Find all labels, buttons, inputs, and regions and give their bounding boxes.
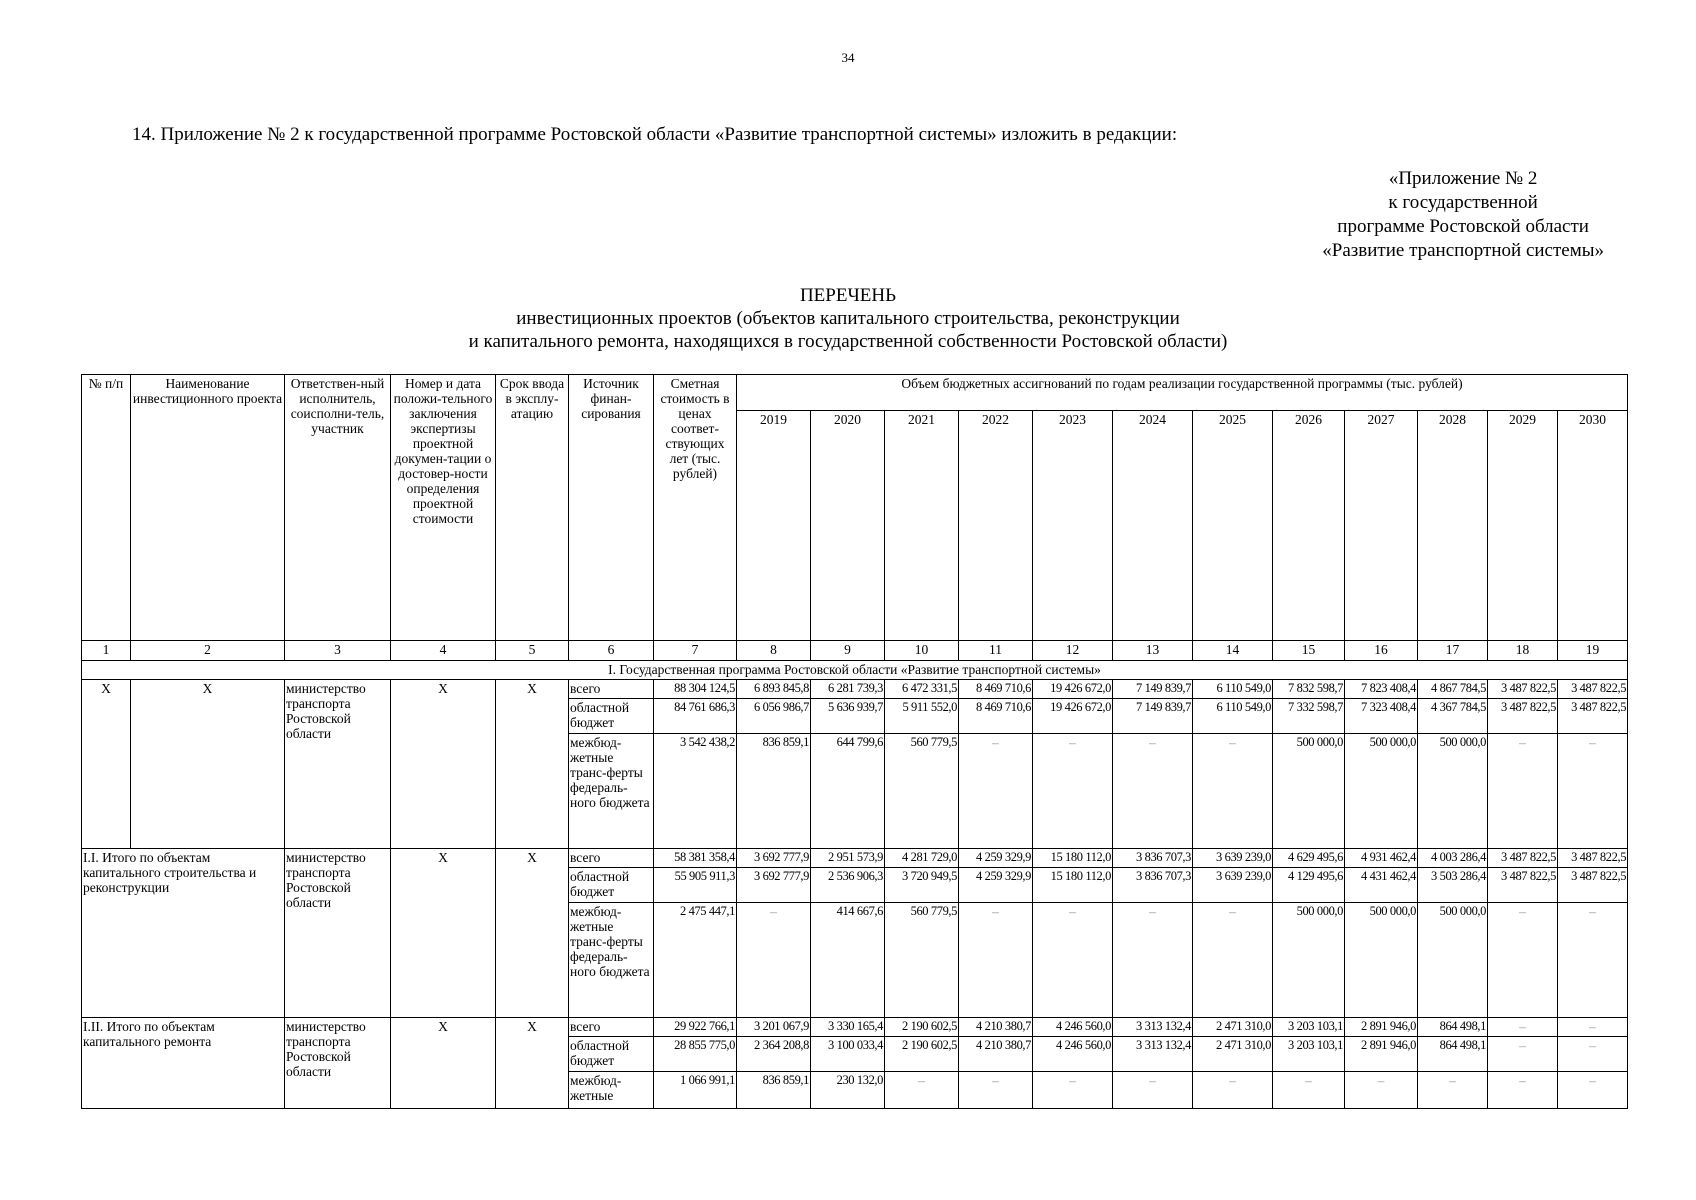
budget-value: – bbox=[1193, 903, 1273, 1018]
budget-value: 3 692 777,9 bbox=[737, 868, 811, 903]
budget-value: – bbox=[1193, 1072, 1273, 1109]
funding-source: всего bbox=[569, 849, 654, 868]
column-number: 2 bbox=[131, 641, 285, 661]
budget-value: 3 487 822,5 bbox=[1558, 868, 1628, 903]
document-title bbox=[0, 284, 1696, 353]
table-row bbox=[82, 849, 1628, 868]
year-header: 2028 bbox=[1418, 411, 1488, 641]
budget-value: 6 472 331,5 bbox=[885, 680, 959, 699]
budget-value: 15 180 112,0 bbox=[1033, 849, 1113, 868]
estimated-cost: 1 066 991,1 bbox=[654, 1072, 737, 1109]
column-number: 12 bbox=[1033, 641, 1113, 661]
budget-value: 2 190 602,5 bbox=[885, 1018, 959, 1037]
budget-value: – bbox=[959, 1072, 1033, 1109]
estimated-cost: 88 304 124,5 bbox=[654, 680, 737, 699]
year-header: 2022 bbox=[959, 411, 1033, 641]
column-number: 14 bbox=[1193, 641, 1273, 661]
budget-value: – bbox=[1488, 1018, 1558, 1037]
header-row bbox=[82, 375, 1628, 411]
budget-value: 500 000,0 bbox=[1345, 903, 1418, 1018]
budget-value: 2 364 208,8 bbox=[737, 1037, 811, 1072]
budget-value: 4 129 495,6 bbox=[1273, 868, 1345, 903]
year-header: 2026 bbox=[1273, 411, 1345, 641]
budget-value: 4 931 462,4 bbox=[1345, 849, 1418, 868]
budget-value: 3 503 286,4 bbox=[1418, 868, 1488, 903]
column-number: 18 bbox=[1488, 641, 1558, 661]
budget-value: 3 487 822,5 bbox=[1488, 699, 1558, 734]
budget-value: – bbox=[959, 903, 1033, 1018]
budget-value: 3 836 707,3 bbox=[1113, 868, 1193, 903]
budget-value: 864 498,1 bbox=[1418, 1018, 1488, 1037]
budget-value: 3 203 103,1 bbox=[1273, 1037, 1345, 1072]
budget-value: – bbox=[1558, 1072, 1628, 1109]
appendix-line: к государственной bbox=[1388, 192, 1538, 213]
budget-value: 6 110 549,0 bbox=[1193, 680, 1273, 699]
year-header: 2020 bbox=[811, 411, 885, 641]
year-header: 2025 bbox=[1193, 411, 1273, 641]
intro-text: 14. Приложение № 2 к государственной программе Ростовской области «Развитие транспортной системы» изложить в редакции: bbox=[132, 124, 1178, 145]
project-name: Х bbox=[131, 680, 285, 849]
column-number: 8 bbox=[737, 641, 811, 661]
funding-source: межбюд-жетные bbox=[569, 1072, 654, 1109]
column-number: 9 bbox=[811, 641, 885, 661]
budget-value: 644 799,6 bbox=[811, 734, 885, 849]
table-row bbox=[82, 680, 1628, 699]
budget-value: 4 210 380,7 bbox=[959, 1018, 1033, 1037]
budget-value: 8 469 710,6 bbox=[959, 699, 1033, 734]
budget-value: 19 426 672,0 bbox=[1033, 699, 1113, 734]
column-number: 15 bbox=[1273, 641, 1345, 661]
year-header: 2019 bbox=[737, 411, 811, 641]
budget-value: – bbox=[1488, 903, 1558, 1018]
budget-value: – bbox=[1488, 734, 1558, 849]
budget-value: 2 891 946,0 bbox=[1345, 1037, 1418, 1072]
title-line: инвестиционных проектов (объектов капитального строительства, реконструкции bbox=[516, 308, 1180, 329]
budget-value: – bbox=[1558, 734, 1628, 849]
funding-source: областной бюджет bbox=[569, 699, 654, 734]
budget-value: 7 823 408,4 bbox=[1345, 680, 1418, 699]
funding-source: областной бюджет bbox=[569, 868, 654, 903]
budget-value: 7 332 598,7 bbox=[1273, 699, 1345, 734]
column-number: 1 bbox=[82, 641, 131, 661]
budget-value: 4 003 286,4 bbox=[1418, 849, 1488, 868]
appendix-line: программе Ростовской области bbox=[1337, 216, 1589, 237]
budget-value: 500 000,0 bbox=[1418, 734, 1488, 849]
col-header-expertise: Номер и дата положи-тельного заключения экспертизы проектной докумен-тации о достовер-ности определения проектной стоимости bbox=[391, 375, 496, 641]
expertise: Х bbox=[391, 680, 496, 849]
budget-value: 2 471 310,0 bbox=[1193, 1018, 1273, 1037]
budget-value: 7 832 598,7 bbox=[1273, 680, 1345, 699]
budget-value: 3 487 822,5 bbox=[1488, 680, 1558, 699]
column-number: 4 bbox=[391, 641, 496, 661]
budget-value: 3 487 822,5 bbox=[1558, 680, 1628, 699]
funding-source: межбюд-жетные транс-ферты федераль-ного бюджета bbox=[569, 903, 654, 1018]
investment-projects-table bbox=[81, 374, 1628, 1109]
budget-value: 3 639 239,0 bbox=[1193, 849, 1273, 868]
budget-value: 3 100 033,4 bbox=[811, 1037, 885, 1072]
col-header-term: Срок ввода в эксплу-атацию bbox=[496, 375, 569, 641]
budget-value: 19 426 672,0 bbox=[1033, 680, 1113, 699]
estimated-cost: 55 905 911,3 bbox=[654, 868, 737, 903]
appendix-line: «Приложение № 2 bbox=[1388, 168, 1538, 189]
executor: министерство транспорта Ростовской области bbox=[285, 849, 391, 1018]
budget-value: 4 210 380,7 bbox=[959, 1037, 1033, 1072]
budget-value: 3 692 777,9 bbox=[737, 849, 811, 868]
appendix-line: «Развитие транспортной системы» bbox=[1322, 240, 1604, 261]
budget-value: – bbox=[1193, 734, 1273, 849]
column-number: 3 bbox=[285, 641, 391, 661]
budget-value: – bbox=[1113, 903, 1193, 1018]
executor: министерство транспорта Ростовской области bbox=[285, 680, 391, 849]
col-header-name: Наименование инвестиционного проекта bbox=[131, 375, 285, 641]
executor: министерство транспорта Ростовской области bbox=[285, 1018, 391, 1109]
budget-value: 3 487 822,5 bbox=[1488, 849, 1558, 868]
column-number: 13 bbox=[1113, 641, 1193, 661]
budget-value: – bbox=[1113, 1072, 1193, 1109]
budget-value: 6 893 845,8 bbox=[737, 680, 811, 699]
budget-value: 4 259 329,9 bbox=[959, 868, 1033, 903]
budget-value: 7 323 408,4 bbox=[1345, 699, 1418, 734]
estimated-cost: 84 761 686,3 bbox=[654, 699, 737, 734]
commission-term: Х bbox=[496, 1018, 569, 1109]
budget-value: 836 859,1 bbox=[737, 1072, 811, 1109]
budget-value: – bbox=[1113, 734, 1193, 849]
budget-value: 3 313 132,4 bbox=[1113, 1018, 1193, 1037]
estimated-cost: 28 855 775,0 bbox=[654, 1037, 737, 1072]
budget-value: 4 431 462,4 bbox=[1345, 868, 1418, 903]
year-header: 2024 bbox=[1113, 411, 1193, 641]
estimated-cost: 58 381 358,4 bbox=[654, 849, 737, 868]
budget-value: 3 836 707,3 bbox=[1113, 849, 1193, 868]
budget-value: 3 487 822,5 bbox=[1488, 868, 1558, 903]
budget-value: 3 313 132,4 bbox=[1113, 1037, 1193, 1072]
column-number: 19 bbox=[1558, 641, 1628, 661]
budget-value: 864 498,1 bbox=[1418, 1037, 1488, 1072]
budget-value: – bbox=[1418, 1072, 1488, 1109]
budget-value: – bbox=[1558, 903, 1628, 1018]
col-header-budget-group: Объем бюджетных ассигнований по годам реализации государственной программы (тыс. рублей) bbox=[737, 375, 1628, 411]
budget-value: 230 132,0 bbox=[811, 1072, 885, 1109]
budget-value: 4 281 729,0 bbox=[885, 849, 959, 868]
budget-value: 4 867 784,5 bbox=[1418, 680, 1488, 699]
budget-value: – bbox=[1488, 1072, 1558, 1109]
budget-value: 5 636 939,7 bbox=[811, 699, 885, 734]
section-row bbox=[82, 661, 1628, 680]
budget-value: 3 720 949,5 bbox=[885, 868, 959, 903]
budget-value: 836 859,1 bbox=[737, 734, 811, 849]
block-num: Х bbox=[82, 680, 131, 849]
budget-value: 6 056 986,7 bbox=[737, 699, 811, 734]
budget-value: 3 487 822,5 bbox=[1558, 699, 1628, 734]
budget-value: 2 190 602,5 bbox=[885, 1037, 959, 1072]
budget-value: 500 000,0 bbox=[1273, 903, 1345, 1018]
year-header: 2023 bbox=[1033, 411, 1113, 641]
project-name: I.I. Итого по объектам капитального строительства и реконструкции bbox=[82, 849, 285, 1018]
column-number: 5 bbox=[496, 641, 569, 661]
funding-source: всего bbox=[569, 680, 654, 699]
budget-value: 3 487 822,5 bbox=[1558, 849, 1628, 868]
budget-value: 6 281 739,3 bbox=[811, 680, 885, 699]
table-row bbox=[82, 1018, 1628, 1037]
budget-value: 4 367 784,5 bbox=[1418, 699, 1488, 734]
budget-value: – bbox=[959, 734, 1033, 849]
estimated-cost: 3 542 438,2 bbox=[654, 734, 737, 849]
column-number: 16 bbox=[1345, 641, 1418, 661]
budget-value: – bbox=[1488, 1037, 1558, 1072]
budget-value: 2 951 573,9 bbox=[811, 849, 885, 868]
budget-value: 4 629 495,6 bbox=[1273, 849, 1345, 868]
year-header: 2029 bbox=[1488, 411, 1558, 641]
budget-value: 500 000,0 bbox=[1345, 734, 1418, 849]
column-number: 6 bbox=[569, 641, 654, 661]
budget-value: – bbox=[1033, 1072, 1113, 1109]
col-header-executor: Ответствен-ный исполнитель, соисполни-тель, участник bbox=[285, 375, 391, 641]
budget-value: – bbox=[1558, 1018, 1628, 1037]
budget-value: 5 911 552,0 bbox=[885, 699, 959, 734]
column-numbers-row bbox=[82, 641, 1628, 661]
budget-value: 3 639 239,0 bbox=[1193, 868, 1273, 903]
budget-value: – bbox=[1345, 1072, 1418, 1109]
year-header: 2027 bbox=[1345, 411, 1418, 641]
title-heading: ПЕРЕЧЕНЬ bbox=[799, 285, 897, 306]
budget-value: 2 471 310,0 bbox=[1193, 1037, 1273, 1072]
budget-value: 414 667,6 bbox=[811, 903, 885, 1018]
funding-source: всего bbox=[569, 1018, 654, 1037]
budget-value: 4 246 560,0 bbox=[1033, 1018, 1113, 1037]
budget-value: 560 779,5 bbox=[885, 903, 959, 1018]
budget-value: 7 149 839,7 bbox=[1113, 680, 1193, 699]
budget-value: – bbox=[885, 1072, 959, 1109]
section-title: I. Государственная программа Ростовской области «Развитие транспортной системы» bbox=[82, 661, 1628, 680]
estimated-cost: 29 922 766,1 bbox=[654, 1018, 737, 1037]
budget-value: – bbox=[1558, 1037, 1628, 1072]
budget-value: – bbox=[737, 903, 811, 1018]
col-header-cost: Сметная стоимость в ценах соответ-ствующих лет (тыс. рублей) bbox=[654, 375, 737, 641]
budget-value: – bbox=[1273, 1072, 1345, 1109]
commission-term: Х bbox=[496, 680, 569, 849]
funding-source: областной бюджет bbox=[569, 1037, 654, 1072]
budget-value: 8 469 710,6 bbox=[959, 680, 1033, 699]
budget-value: 2 536 906,3 bbox=[811, 868, 885, 903]
col-header-num: № п/п bbox=[82, 375, 131, 641]
budget-value: 6 110 549,0 bbox=[1193, 699, 1273, 734]
expertise: Х bbox=[391, 1018, 496, 1109]
year-header: 2021 bbox=[885, 411, 959, 641]
estimated-cost: 2 475 447,1 bbox=[654, 903, 737, 1018]
budget-value: 500 000,0 bbox=[1418, 903, 1488, 1018]
budget-value: 3 330 165,4 bbox=[811, 1018, 885, 1037]
budget-value: 500 000,0 bbox=[1273, 734, 1345, 849]
budget-value: 2 891 946,0 bbox=[1345, 1018, 1418, 1037]
budget-value: 3 201 067,9 bbox=[737, 1018, 811, 1037]
budget-value: 560 779,5 bbox=[885, 734, 959, 849]
column-number: 7 bbox=[654, 641, 737, 661]
column-number: 10 bbox=[885, 641, 959, 661]
year-header: 2030 bbox=[1558, 411, 1628, 641]
expertise: Х bbox=[391, 849, 496, 1018]
budget-value: 4 259 329,9 bbox=[959, 849, 1033, 868]
funding-source: межбюд-жетные транс-ферты федераль-ного бюджета bbox=[569, 734, 654, 849]
budget-value: – bbox=[1033, 734, 1113, 849]
page-number: 34 bbox=[841, 50, 855, 65]
budget-value: 15 180 112,0 bbox=[1033, 868, 1113, 903]
col-header-source: Источник финан-сирования bbox=[569, 375, 654, 641]
budget-value: 7 149 839,7 bbox=[1113, 699, 1193, 734]
column-number: 11 bbox=[959, 641, 1033, 661]
commission-term: Х bbox=[496, 849, 569, 1018]
budget-value: – bbox=[1033, 903, 1113, 1018]
column-number: 17 bbox=[1418, 641, 1488, 661]
title-line: и капитального ремонта, находящихся в государственной собственности Ростовской области) bbox=[468, 331, 1228, 352]
budget-value: 3 203 103,1 bbox=[1273, 1018, 1345, 1037]
project-name: I.II. Итого по объектам капитального ремонта bbox=[82, 1018, 285, 1109]
budget-value: 4 246 560,0 bbox=[1033, 1037, 1113, 1072]
appendix-header bbox=[1322, 167, 1604, 263]
